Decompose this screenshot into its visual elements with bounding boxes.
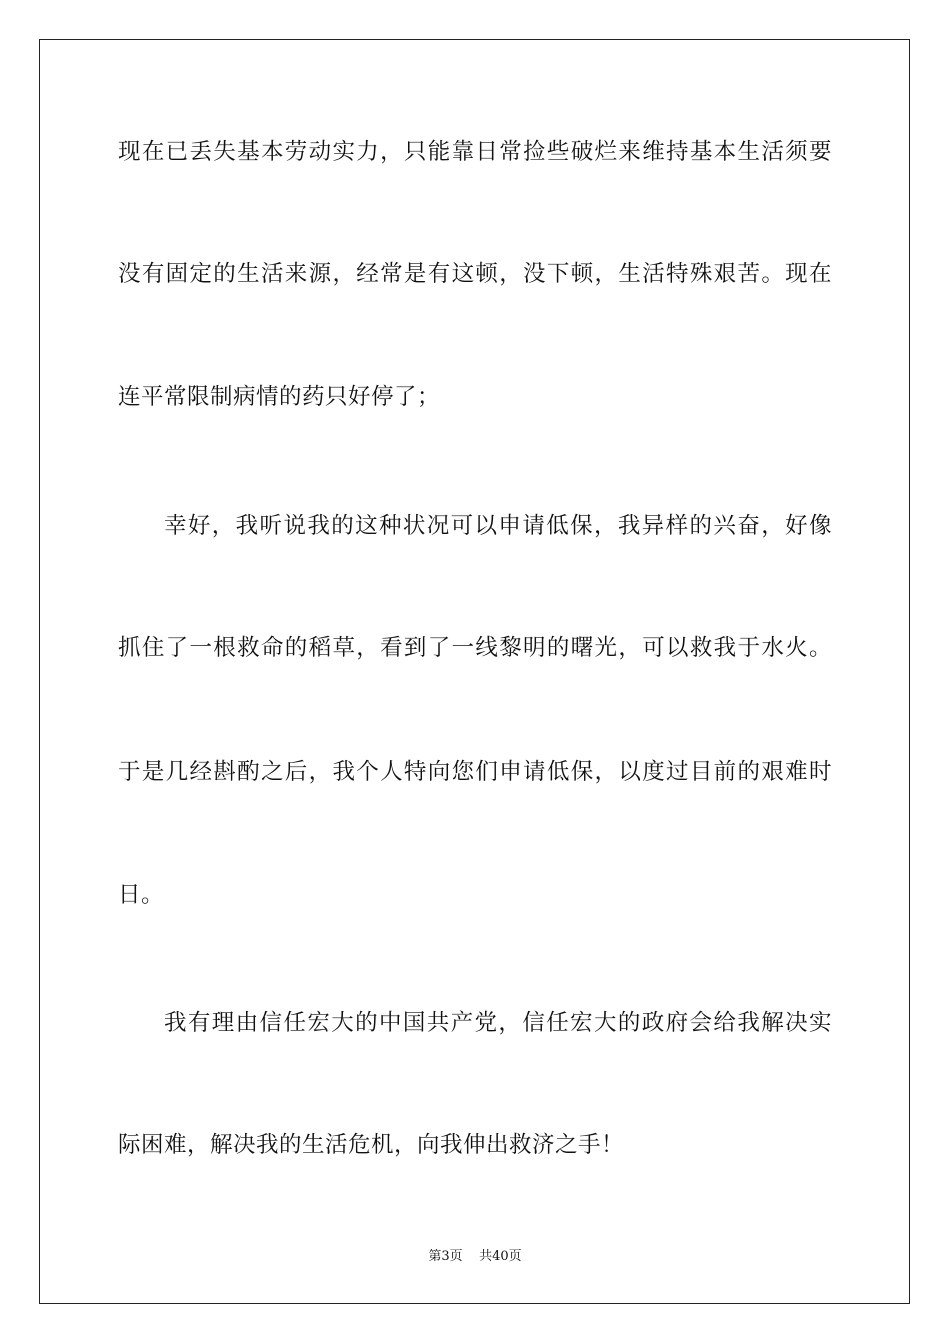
body-text-line: 日。 (118, 882, 165, 908)
body-text-line: 现在已丢失基本劳动实力，只能靠日常捡些破烂来维持基本生活须要 (118, 139, 832, 165)
body-text-line: 连平常限制病情的药只好停了； (118, 384, 441, 410)
page-total: 共40页 (479, 1249, 522, 1264)
page-border (39, 39, 910, 1304)
body-text-line: 际困难，解决我的生活危机，向我伸出救济之手！ (118, 1132, 625, 1158)
body-text-line: 没有固定的生活来源，经常是有这顿，没下顿，生活特殊艰苦。现在 (118, 261, 832, 287)
page-footer (0, 1248, 950, 1266)
body-text-line: 于是几经斟酌之后，我个人特向您们申请低保，以度过目前的艰难时 (118, 759, 832, 785)
body-text-line: 抓住了一根救命的稻草，看到了一线黎明的曙光，可以救我于水火。 (118, 635, 832, 661)
page-number: 第3页 (428, 1249, 463, 1264)
paragraph-first-line: 我有理由信任宏大的中国共产党，信任宏大的政府会给我解决实 (164, 1010, 832, 1036)
paragraph-first-line: 幸好，我听说我的这种状况可以申请低保，我异样的兴奋，好像 (164, 513, 832, 539)
